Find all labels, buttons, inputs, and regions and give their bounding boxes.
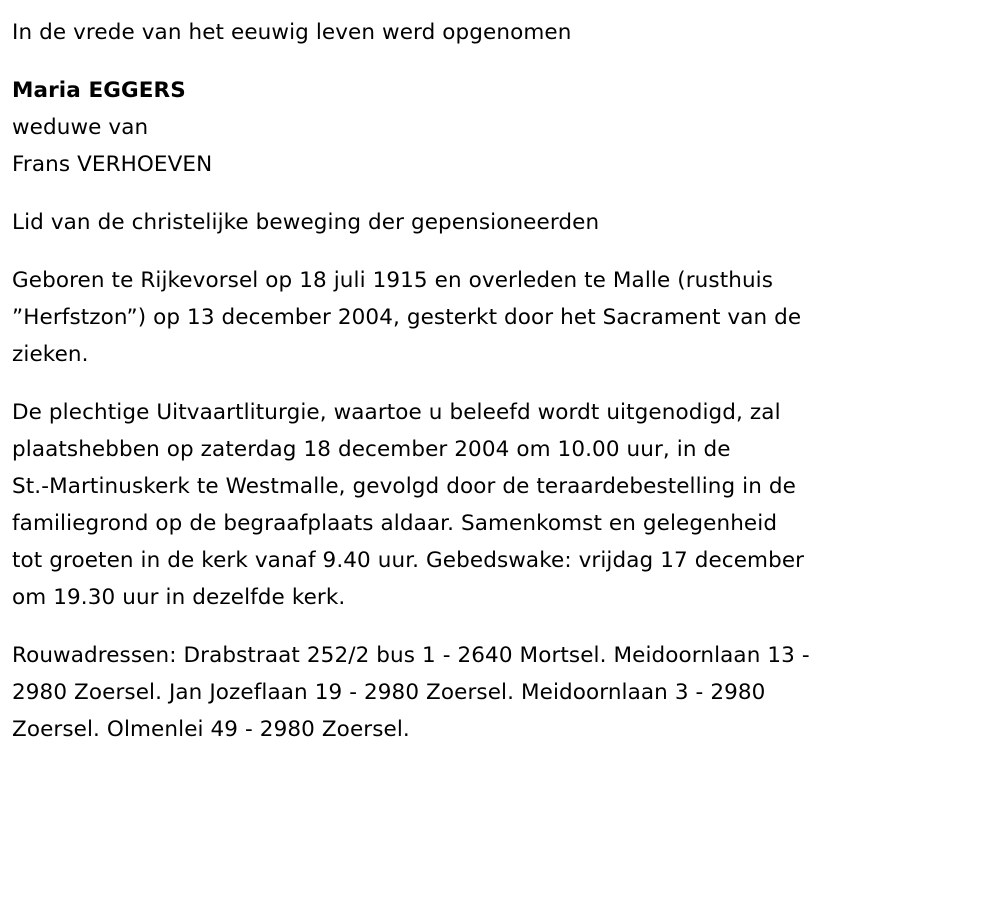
funeral-paragraph — [12, 394, 988, 616]
addresses-line-1: Rouwadressen: Drabstraat 252/2 bus 1 - 2640 Mortsel. Meidoornlaan 13 - — [12, 643, 810, 668]
addresses-line-3: Zoersel. Olmenlei 49 - 2980 Zoersel. — [12, 717, 410, 742]
opening-line: In de vrede van het eeuwig leven werd opgenomen — [12, 20, 572, 45]
funeral-line-5: tot groeten in de kerk vanaf 9.40 uur. Gebedswake: vrijdag 17 december — [12, 548, 805, 573]
funeral-line-3: St.-Martinuskerk te Westmalle, gevolgd door de teraardebestelling in de — [12, 474, 796, 499]
membership-paragraph — [12, 204, 988, 241]
funeral-line-1: De plechtige Uitvaartliturgie, waartoe u beleefd wordt uitgenodigd, zal — [12, 400, 781, 425]
relation-label: weduwe van — [12, 115, 149, 140]
birth-death-paragraph — [12, 262, 988, 373]
birth-death-line-3: zieken. — [12, 342, 89, 367]
addresses-line-2: 2980 Zoersel. Jan Jozeflaan 19 - 2980 Zoersel. Meidoornlaan 3 - 2980 — [12, 680, 766, 705]
deceased-block — [12, 72, 988, 183]
mourning-addresses-paragraph — [12, 637, 988, 748]
deceased-name: Maria EGGERS — [12, 78, 186, 103]
opening-paragraph — [12, 14, 988, 51]
funeral-line-4: familiegrond op de begraafplaats aldaar. Samenkomst en gelegenheid — [12, 511, 778, 536]
birth-death-line-1: Geboren te Rijkevorsel op 18 juli 1915 en overleden te Malle (rusthuis — [12, 268, 774, 293]
birth-death-line-2: ”Herfstzon”) op 13 december 2004, gesterkt door het Sacrament van de — [12, 305, 802, 330]
funeral-line-2: plaatshebben op zaterdag 18 december 2004 om 10.00 uur, in de — [12, 437, 731, 462]
funeral-line-6: om 19.30 uur in dezelfde kerk. — [12, 585, 346, 610]
membership-line: Lid van de christelijke beweging der gepensioneerden — [12, 210, 600, 235]
spouse-name: Frans VERHOEVEN — [12, 152, 213, 177]
